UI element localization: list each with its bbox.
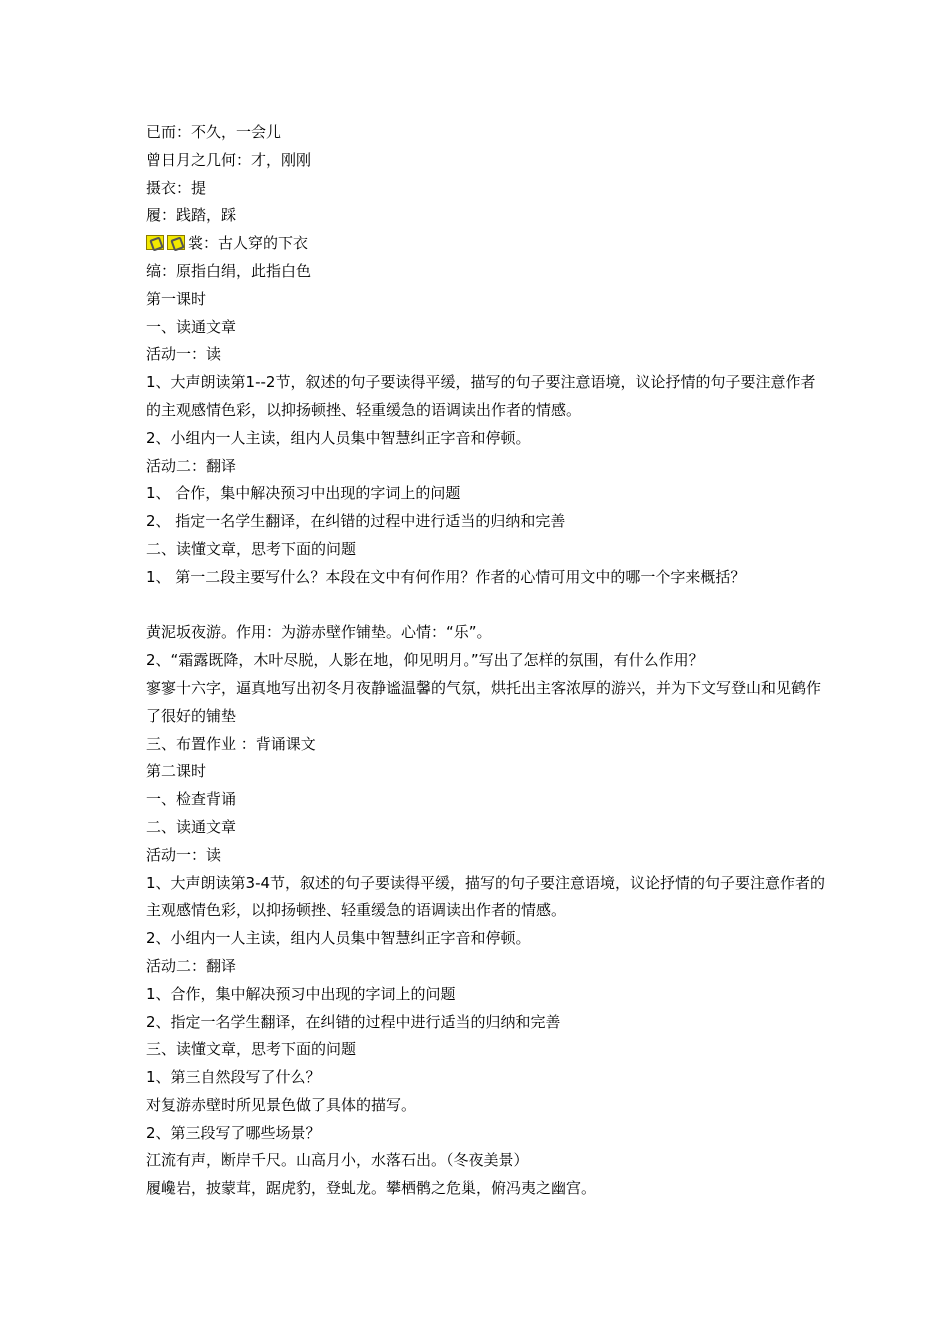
text-line: 二、读懂文章，思考下面的问题 <box>146 539 357 558</box>
glossary-definition: 践踏，踩 <box>176 206 237 225</box>
text-line: 黄泥坂夜游。作用：为游赤壁作铺垫。心情：“乐”。 <box>146 623 492 642</box>
broken-image-icon <box>146 235 164 250</box>
text-line: 1、 合作，集中解决预习中出现的字词上的问题 <box>146 484 461 503</box>
glossary-entry: 摄衣：提 <box>146 178 207 197</box>
text-line: 履巉岩，披蒙茸，踞虎豹，登虬龙。攀栖鹘之危巢，俯冯夷之幽宫。 <box>146 1179 597 1198</box>
text-line: 江流有声，断岸千尺。山高月小，水落石出。（冬夜美景） <box>146 1151 529 1170</box>
text-line: 一、读通文章 <box>146 317 237 336</box>
text-line: 对复游赤壁时所见景色做了具体的描写。 <box>146 1095 417 1114</box>
glossary-term: 缟 <box>146 261 162 280</box>
text-line: 活动一：读 <box>146 845 222 864</box>
text-line: 三、布置作业 ：背诵课文 <box>146 734 316 753</box>
glossary-definition: 才，刚刚 <box>251 150 312 169</box>
text-line: 三、读懂文章，思考下面的问题 <box>146 1040 357 1059</box>
text-line: 2、第三段写了哪些场景？ <box>146 1123 321 1142</box>
text-line: 活动二：翻译 <box>146 956 237 975</box>
glossary-definition: 提 <box>191 178 207 197</box>
text-line: 2、“霜露既降，木叶尽脱，人影在地，仰见明月。”写出了怎样的氛围，有什么作用？ <box>146 651 704 670</box>
glossary-entry: 裳：古人穿的下衣 <box>146 230 826 258</box>
glossary-definition: 原指白绢，此指白色 <box>176 261 312 280</box>
broken-image-icon <box>167 235 185 250</box>
text-line: 1、第三自然段写了什么？ <box>146 1068 321 1087</box>
text-line: 二、读通文章 <box>146 817 237 836</box>
text-line: 活动二：翻译 <box>146 456 237 475</box>
text-line: 一、检查背诵 <box>146 790 237 809</box>
text-line: 2、 指定一名学生翻译，在纠错的过程中进行适当的归纳和完善 <box>146 512 566 531</box>
text-paragraph: 寥寥十六字，逼真地写出初冬月夜静谧温馨的气氛，烘托出主客浓厚的游兴，并为下文写登山和见鹤作了很好的铺垫 <box>146 678 822 725</box>
text-paragraph: 1、大声朗读第1--2节，叙述的句子要读得平缓，描写的句子要注意语境，议论抒情的句子要注意作者的主观感情色彩，以抑扬顿挫、轻重缓急的语调读出作者的情感。 <box>146 373 816 419</box>
glossary-definition: 不久，一会儿 <box>191 123 282 141</box>
glossary-term: 摄衣 <box>146 178 177 197</box>
text-line: 2、小组内一人主读，组内人员集中智慧纠正字音和停顿。 <box>146 929 531 948</box>
glossary-term: 履 <box>146 206 162 225</box>
glossary-entry: 履：践踏，踩 <box>146 206 237 225</box>
document-body <box>146 119 826 1203</box>
glossary-entry: 缟：原指白绢，此指白色 <box>146 261 312 280</box>
glossary-term: 裳 <box>188 234 204 253</box>
text-line: 2、小组内一人主读，组内人员集中智慧纠正字音和停顿。 <box>146 428 531 447</box>
glossary-term: 已而 <box>146 123 177 141</box>
text-line: 1、合作，集中解决预习中出现的字词上的问题 <box>146 984 456 1003</box>
glossary-entry: 已而：不久，一会儿 <box>146 123 282 141</box>
blank-line <box>146 592 826 620</box>
glossary-definition: 古人穿的下衣 <box>218 234 309 253</box>
text-line: 活动一：读 <box>146 345 222 364</box>
text-line: 2、指定一名学生翻译，在纠错的过程中进行适当的归纳和完善 <box>146 1012 561 1031</box>
text-line: 1、 第一二段主要写什么？本段在文中有何作用？作者的心情可用文中的哪一个字来概括？ <box>146 567 746 586</box>
glossary-term: 曾日月之几何 <box>146 150 237 169</box>
text-paragraph: 1、大声朗读第3-4节，叙述的句子要读得平缓，描写的句子要注意语境，议论抒情的句子要注意作者的主观感情色彩，以抑扬顿挫、轻重缓急的语调读出作者的情感。 <box>146 873 826 920</box>
section-heading: 第一课时 <box>146 289 207 308</box>
glossary-entry: 曾日月之几何：才，刚刚 <box>146 150 312 169</box>
section-heading: 第二课时 <box>146 762 207 781</box>
